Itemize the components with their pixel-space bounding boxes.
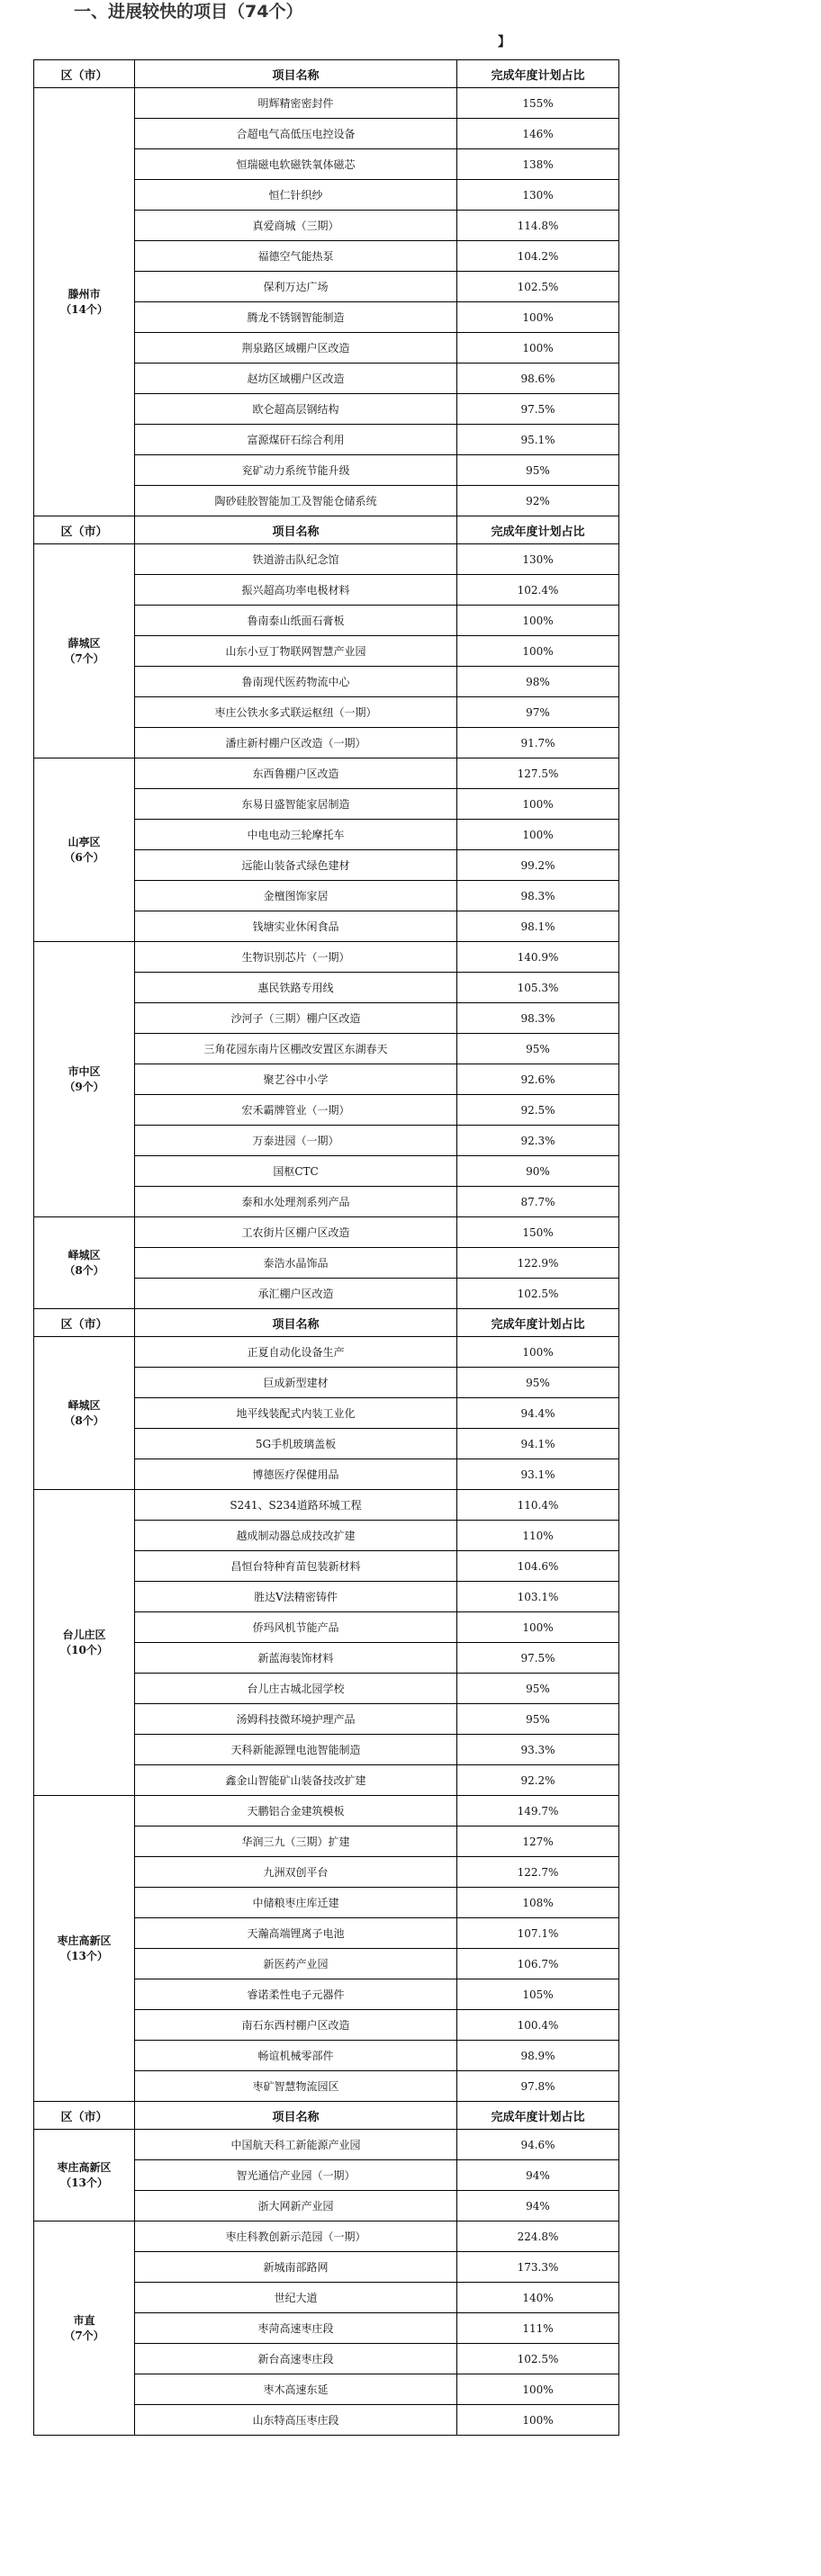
completion-ratio: 95% <box>457 1674 619 1704</box>
project-name: 台儿庄古城北园学校 <box>135 1674 457 1704</box>
completion-ratio: 104.6% <box>457 1551 619 1582</box>
region-name: 峄城区 <box>68 1248 101 1261</box>
header-ratio: 完成年度计划占比 <box>457 60 619 88</box>
project-name: 承汇棚户区改造 <box>135 1279 457 1309</box>
completion-ratio: 94.6% <box>457 2130 619 2160</box>
header-region: 区（市） <box>34 60 135 88</box>
region-name: 台儿庄区 <box>62 1628 106 1641</box>
completion-ratio: 98.3% <box>457 881 619 911</box>
project-name: 潘庄新村棚户区改造（一期） <box>135 728 457 758</box>
project-name: 东易日盛智能家居制造 <box>135 789 457 820</box>
project-name: 中电电动三轮摩托车 <box>135 820 457 850</box>
completion-ratio: 98.9% <box>457 2041 619 2071</box>
region-count: （9个） <box>64 1080 104 1093</box>
region-cell <box>34 1217 135 1309</box>
table-row <box>34 544 619 575</box>
completion-ratio: 138% <box>457 149 619 180</box>
region-count: （8个） <box>64 1414 104 1427</box>
project-name: 沙河子（三期）棚户区改造 <box>135 1003 457 1034</box>
completion-ratio: 102.5% <box>457 272 619 302</box>
project-name: 侨玛风机节能产品 <box>135 1612 457 1643</box>
project-name: 荆泉路区域棚户区改造 <box>135 333 457 364</box>
project-name: 胜达V法精密铸件 <box>135 1582 457 1612</box>
header-ratio: 完成年度计划占比 <box>457 516 619 544</box>
project-name: 明辉精密密封件 <box>135 88 457 119</box>
region-name: 市直 <box>73 2313 95 2327</box>
project-name: 欧仑超高层钢结构 <box>135 394 457 425</box>
completion-ratio: 95% <box>457 1034 619 1064</box>
table-row <box>34 2221 619 2252</box>
region-cell <box>34 942 135 1217</box>
completion-ratio: 155% <box>457 88 619 119</box>
region-cell <box>34 1490 135 1796</box>
project-name: 富源煤矸石综合利用 <box>135 425 457 455</box>
completion-ratio: 110.4% <box>457 1490 619 1521</box>
completion-ratio: 106.7% <box>457 1949 619 1979</box>
project-name: 合超电气高低压电控设备 <box>135 119 457 149</box>
completion-ratio: 102.4% <box>457 575 619 606</box>
completion-ratio: 92.2% <box>457 1765 619 1796</box>
completion-ratio: 105.3% <box>457 973 619 1003</box>
completion-ratio: 127.5% <box>457 758 619 789</box>
project-name: 三角花园东南片区棚改安置区东湖春天 <box>135 1034 457 1064</box>
project-name: 金檀图饰家居 <box>135 881 457 911</box>
completion-ratio: 97.5% <box>457 1643 619 1674</box>
table-row <box>34 1217 619 1248</box>
table-row <box>34 1796 619 1827</box>
region-name: 峄城区 <box>68 1398 101 1412</box>
project-name: 睿诺柔性电子元器件 <box>135 1979 457 2010</box>
project-name: 越成制动器总成技改扩建 <box>135 1521 457 1551</box>
completion-ratio: 127% <box>457 1827 619 1857</box>
region-cell <box>34 1337 135 1490</box>
completion-ratio: 100% <box>457 302 619 333</box>
project-name: 汤姆科技微环境护理产品 <box>135 1704 457 1735</box>
completion-ratio: 92.5% <box>457 1095 619 1126</box>
region-count: （7个） <box>64 2329 104 2342</box>
completion-ratio: 92.3% <box>457 1126 619 1156</box>
project-name: 生物识别芯片（一期） <box>135 942 457 973</box>
project-name: 赵坊区域棚户区改造 <box>135 364 457 394</box>
project-name: 泰浩水晶饰品 <box>135 1248 457 1279</box>
project-name: 山东小豆丁物联网智慧产业园 <box>135 636 457 667</box>
project-name: S241、S234道路环城工程 <box>135 1490 457 1521</box>
project-name: 新蓝海装饰材料 <box>135 1643 457 1674</box>
project-name: 中国航天科工新能源产业园 <box>135 2130 457 2160</box>
project-name: 振兴超高功率电极材料 <box>135 575 457 606</box>
completion-ratio: 100% <box>457 606 619 636</box>
table-row <box>34 942 619 973</box>
completion-ratio: 224.8% <box>457 2221 619 2252</box>
section-heading: 一、进展较快的项目（74个） <box>74 2 303 22</box>
table-header-row <box>34 2102 619 2130</box>
completion-ratio: 102.5% <box>457 1279 619 1309</box>
region-cell <box>34 88 135 516</box>
region-count: （13个） <box>60 2176 108 2189</box>
project-name: 陶砂硅胶智能加工及智能仓储系统 <box>135 486 457 516</box>
project-name: 恒瑞磁电软磁铁氧体磁芯 <box>135 149 457 180</box>
project-name: 宏禾霸牌管业（一期） <box>135 1095 457 1126</box>
completion-ratio: 100% <box>457 2374 619 2405</box>
completion-ratio: 150% <box>457 1217 619 1248</box>
region-count: （13个） <box>60 1949 108 1962</box>
header-name: 项目名称 <box>135 2102 457 2130</box>
project-name: 泰和水处理剂系列产品 <box>135 1187 457 1217</box>
header-region: 区（市） <box>34 516 135 544</box>
project-name: 博德医疗保健用品 <box>135 1459 457 1490</box>
table-row <box>34 2130 619 2160</box>
completion-ratio: 140.9% <box>457 942 619 973</box>
table-header-row <box>34 516 619 544</box>
project-name: 腾龙不锈钢智能制造 <box>135 302 457 333</box>
project-name: 智光通信产业园（一期） <box>135 2160 457 2191</box>
project-name: 鑫金山智能矿山装备技改扩建 <box>135 1765 457 1796</box>
region-cell <box>34 2221 135 2436</box>
project-name: 5G手机玻璃盖板 <box>135 1429 457 1459</box>
completion-ratio: 111% <box>457 2313 619 2344</box>
completion-ratio: 104.2% <box>457 241 619 272</box>
project-name: 工农街片区棚户区改造 <box>135 1217 457 1248</box>
completion-ratio: 100% <box>457 1337 619 1368</box>
project-name: 浙大网新产业园 <box>135 2191 457 2221</box>
completion-ratio: 93.1% <box>457 1459 619 1490</box>
project-name: 万泰进园（一期） <box>135 1126 457 1156</box>
completion-ratio: 114.8% <box>457 211 619 241</box>
stray-mark: 】 <box>498 35 510 49</box>
completion-ratio: 93.3% <box>457 1735 619 1765</box>
completion-ratio: 108% <box>457 1888 619 1918</box>
project-name: 中储粮枣庄库迁建 <box>135 1888 457 1918</box>
region-count: （10个） <box>60 1643 108 1656</box>
project-name: 地平线装配式内装工业化 <box>135 1398 457 1429</box>
project-name: 聚艺谷中小学 <box>135 1064 457 1095</box>
project-name: 华润三九（三期）扩建 <box>135 1827 457 1857</box>
completion-ratio: 149.7% <box>457 1796 619 1827</box>
completion-ratio: 102.5% <box>457 2344 619 2374</box>
table-header-row <box>34 1309 619 1337</box>
project-name: 真爱商城（三期） <box>135 211 457 241</box>
project-name: 南石东西村棚户区改造 <box>135 2010 457 2041</box>
project-name: 远能山装备式绿色建材 <box>135 850 457 881</box>
project-name: 鲁南泰山纸面石膏板 <box>135 606 457 636</box>
header-region: 区（市） <box>34 2102 135 2130</box>
project-name: 国枢CTC <box>135 1156 457 1187</box>
header-ratio: 完成年度计划占比 <box>457 1309 619 1337</box>
project-name: 新台高速枣庄段 <box>135 2344 457 2374</box>
project-name: 福德空气能热泵 <box>135 241 457 272</box>
completion-ratio: 146% <box>457 119 619 149</box>
completion-ratio: 92% <box>457 486 619 516</box>
completion-ratio: 110% <box>457 1521 619 1551</box>
completion-ratio: 122.9% <box>457 1248 619 1279</box>
region-count: （14个） <box>60 302 108 316</box>
header-name: 项目名称 <box>135 60 457 88</box>
table-row <box>34 758 619 789</box>
completion-ratio: 140% <box>457 2283 619 2313</box>
region-cell <box>34 1796 135 2102</box>
completion-ratio: 97.5% <box>457 394 619 425</box>
completion-ratio: 91.7% <box>457 728 619 758</box>
region-count: （7个） <box>64 651 104 665</box>
completion-ratio: 100% <box>457 636 619 667</box>
completion-ratio: 173.3% <box>457 2252 619 2283</box>
completion-ratio: 107.1% <box>457 1918 619 1949</box>
project-name: 恒仁针织纱 <box>135 180 457 211</box>
project-name: 天鹏铝合金建筑模板 <box>135 1796 457 1827</box>
region-count: （8个） <box>64 1263 104 1277</box>
project-name: 昌恒台特种育苗包装新材料 <box>135 1551 457 1582</box>
header-name: 项目名称 <box>135 1309 457 1337</box>
completion-ratio: 94% <box>457 2191 619 2221</box>
project-name: 新医药产业园 <box>135 1949 457 1979</box>
header-name: 项目名称 <box>135 516 457 544</box>
region-cell <box>34 544 135 758</box>
project-name: 枣庄公铁水多式联运枢纽（一期） <box>135 697 457 728</box>
completion-ratio: 95% <box>457 1368 619 1398</box>
project-name: 枣木高速东延 <box>135 2374 457 2405</box>
region-name: 山亭区 <box>68 835 101 848</box>
table-row <box>34 88 619 119</box>
region-cell <box>34 758 135 942</box>
completion-ratio: 103.1% <box>457 1582 619 1612</box>
completion-ratio: 100.4% <box>457 2010 619 2041</box>
completion-ratio: 100% <box>457 333 619 364</box>
completion-ratio: 130% <box>457 544 619 575</box>
region-name: 市中区 <box>68 1064 101 1078</box>
project-name: 鲁南现代医药物流中心 <box>135 667 457 697</box>
region-cell <box>34 2130 135 2221</box>
project-name: 枣庄科教创新示范园（一期） <box>135 2221 457 2252</box>
completion-ratio: 94.1% <box>457 1429 619 1459</box>
project-name: 兖矿动力系统节能升级 <box>135 455 457 486</box>
completion-ratio: 98.6% <box>457 364 619 394</box>
region-name: 枣庄高新区 <box>57 1934 112 1947</box>
completion-ratio: 97.8% <box>457 2071 619 2102</box>
project-name: 巨成新型建材 <box>135 1368 457 1398</box>
completion-ratio: 100% <box>457 2405 619 2436</box>
table-header-row <box>34 60 619 88</box>
completion-ratio: 100% <box>457 1612 619 1643</box>
completion-ratio: 105% <box>457 1979 619 2010</box>
completion-ratio: 94.4% <box>457 1398 619 1429</box>
project-name: 九洲双创平台 <box>135 1857 457 1888</box>
project-name: 天瀚高端锂离子电池 <box>135 1918 457 1949</box>
completion-ratio: 130% <box>457 180 619 211</box>
completion-ratio: 100% <box>457 789 619 820</box>
project-name: 世纪大道 <box>135 2283 457 2313</box>
region-name: 薛城区 <box>68 636 101 650</box>
completion-ratio: 95% <box>457 1704 619 1735</box>
completion-ratio: 98.1% <box>457 911 619 942</box>
project-name: 钱塘实业休闲食品 <box>135 911 457 942</box>
completion-ratio: 92.6% <box>457 1064 619 1095</box>
project-name: 天科新能源锂电池智能制造 <box>135 1735 457 1765</box>
project-name: 保利万达广场 <box>135 272 457 302</box>
project-name: 山东特高压枣庄段 <box>135 2405 457 2436</box>
project-name: 正夏自动化设备生产 <box>135 1337 457 1368</box>
header-region: 区（市） <box>34 1309 135 1337</box>
completion-ratio: 94% <box>457 2160 619 2191</box>
completion-ratio: 90% <box>457 1156 619 1187</box>
project-name: 畅谊机械零部件 <box>135 2041 457 2071</box>
region-name: 滕州市 <box>68 287 101 301</box>
completion-ratio: 95% <box>457 455 619 486</box>
completion-ratio: 98% <box>457 667 619 697</box>
table-row <box>34 1337 619 1368</box>
project-name: 东西鲁棚户区改造 <box>135 758 457 789</box>
completion-ratio: 97% <box>457 697 619 728</box>
project-name: 枣菏高速枣庄段 <box>135 2313 457 2344</box>
completion-ratio: 122.7% <box>457 1857 619 1888</box>
table-row <box>34 1490 619 1521</box>
completion-ratio: 98.3% <box>457 1003 619 1034</box>
completion-ratio: 100% <box>457 820 619 850</box>
region-count: （6个） <box>64 850 104 864</box>
completion-ratio: 99.2% <box>457 850 619 881</box>
completion-ratio: 95.1% <box>457 425 619 455</box>
project-table <box>33 59 619 2436</box>
project-name: 惠民铁路专用线 <box>135 973 457 1003</box>
completion-ratio: 87.7% <box>457 1187 619 1217</box>
project-name: 新城南部路网 <box>135 2252 457 2283</box>
project-name: 枣矿智慧物流园区 <box>135 2071 457 2102</box>
header-ratio: 完成年度计划占比 <box>457 2102 619 2130</box>
region-name: 枣庄高新区 <box>57 2160 112 2174</box>
project-name: 铁道游击队纪念馆 <box>135 544 457 575</box>
